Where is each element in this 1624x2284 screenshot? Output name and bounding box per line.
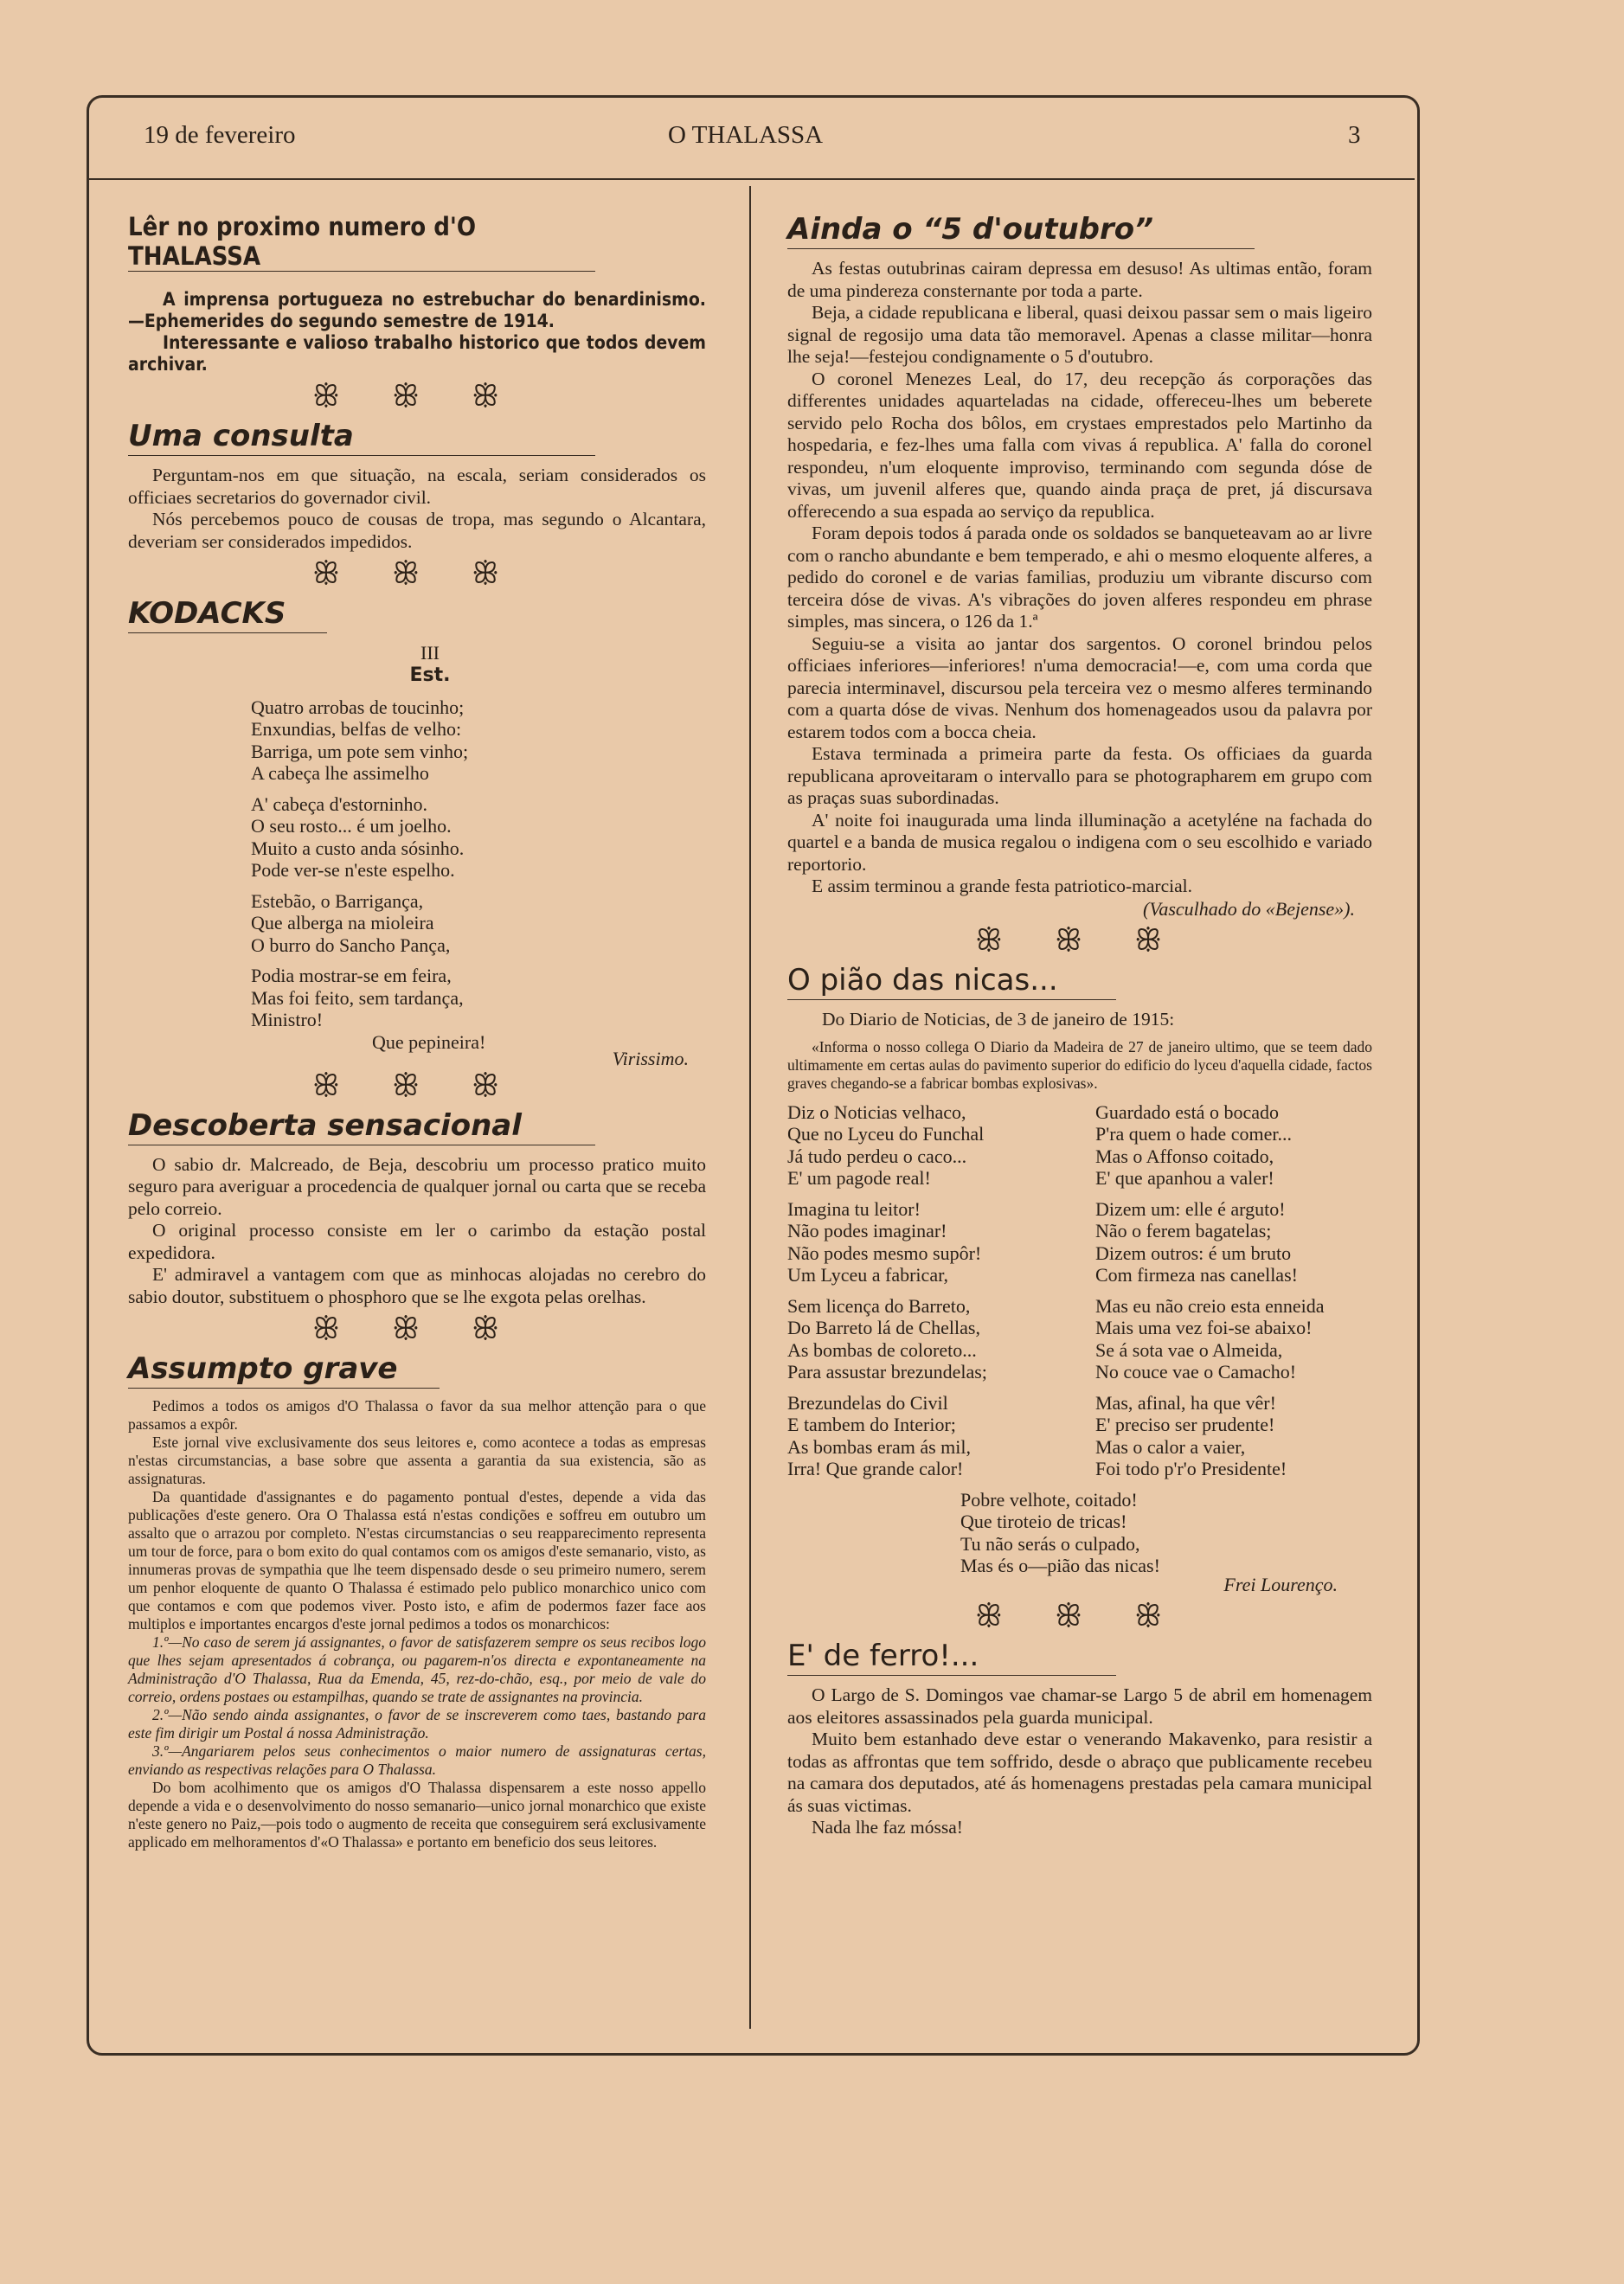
ferro-paragraph: Muito bem estanhado deve estar o venerando Makavenko, para resistir a todas as affrontas que tem soffrido, desde o abraço que publicamente recebeu na camara dos deputados, até ás homenagens prestadas pela camara municipal ás suas victimas. xyxy=(787,1729,1372,1816)
poem-line: Brezundelas do Civil xyxy=(787,1391,948,1414)
outubro-signature: (Vasculhado do «Bejense»). xyxy=(1143,897,1355,920)
section-title-outubro: Ainda o “5 d'outubro” xyxy=(787,212,1154,247)
outubro-paragraph: O coronel Menezes Leal, do 17, deu recepção ás corporações das differentes unidades aquarteladas na cidade, offereceu-lhes um beberete servido pelo Rocha dos bôlos, em crystaes emprestados pelo Martinho da hospedaria, e fez-lhes uma falla com vivas á republica. A' falla do coronel respondeu, n'um eloquente improviso, terminando com segunda dóse de vivas, um juvenil alferes que, quando ainda praça de pret, já discursava offerecendo a sua espada ao serviço da republica. xyxy=(787,368,1372,522)
poem-line: Guardado está o bocado xyxy=(1095,1100,1279,1123)
poem-line: Ministro! xyxy=(251,1009,324,1030)
poem-line: E' um pagode real! xyxy=(787,1167,931,1189)
poem-line: Não podes mesmo supôr! xyxy=(787,1241,982,1264)
section-rule xyxy=(128,455,595,456)
assumpto-paragraph: Pedimos a todos os amigos d'O Thalassa o favor da sua melhor attenção para o que passamos a expôr. xyxy=(128,1397,706,1433)
poem-line: Pobre velhote, coitado! xyxy=(960,1488,1138,1511)
assumpto-paragraph: Da quantidade d'assignantes e do pagamento pontual d'estes, depende a vida das publicações d'este genero. Ora O Thalassa está n'estas condições e soffreu em outubro um assalto que o arrazou por completo. N'estas circumstancias o seu reapparecimento representa um tour de force, para o bom exito do qual contamos com os amigos d'este semanario, visto, as innumeras provas de sympathia que lhe teem dispensado desde o seu primeiro numero, serem um penhor eloquente de quanto O Thalassa é estimado pelo publico monarchico unico com que contamos e com que podemos viver. Posto isto, e afim de podermos fazer face aos multiplos e importantes encargos d'este jornal pedimos a todos os monarchicos: xyxy=(128,1488,706,1633)
poem-stanza xyxy=(787,1198,1077,1286)
ornament-divider: ꕥ ꕥ ꕥ xyxy=(975,1601,1184,1633)
poem-line: Quatro arrobas de toucinho; xyxy=(251,696,465,718)
assumpto-paragraph: 3.º—Angariarem pelos seus conhecimentos o maior numero de assignaturas certas, enviando as respectivas relações para O Thalassa. xyxy=(128,1742,706,1778)
poem-line: E' que apanhou a valer! xyxy=(1095,1167,1274,1189)
poem-stanza xyxy=(251,696,706,785)
header-date: 19 de fevereiro xyxy=(144,121,296,149)
ornament-divider: ꕥ ꕥ ꕥ xyxy=(975,925,1184,957)
right-column xyxy=(787,212,1372,1839)
section-title-descoberta: Descoberta sensacional xyxy=(128,1107,522,1143)
left-column xyxy=(128,212,706,1851)
poem-line: Não podes imaginar! xyxy=(787,1220,947,1241)
descoberta-paragraph: O sabio dr. Malcreado, de Beja, descobriu um processo pratico muito seguro para averiguar a procedencia de qualquer jornal ou carta que se receba pelo correio. xyxy=(128,1153,706,1219)
section-rule xyxy=(787,248,1255,249)
consulta-paragraph: Perguntam-nos em que situação, na escala, seriam considerados os officiaes secretarios do governador civil. xyxy=(128,465,706,508)
section-title-consulta: Uma consulta xyxy=(128,419,354,453)
poem-stanza xyxy=(1095,1392,1372,1480)
poem-stanza xyxy=(787,1392,1077,1480)
poem-column-right xyxy=(1095,1101,1372,1489)
poem-line: E tambem do Interior; xyxy=(787,1414,956,1435)
piao-poem xyxy=(787,1101,1372,1489)
assumpto-paragraph: 1.º—No caso de serem já assignantes, o favor de satisfazerem sempre os seus recibos logo que lhes sejam apresentados á cobrança, ou pagarem-n'os directa e expontaneamente na Administração d'O Thalassa, Rua da Emenda, 45, rez-do-chão, esq., por meio de vale do correio, ordens postaes ou estampilhas, quando se trate de assignantes na provincia. xyxy=(128,1633,706,1705)
section-rule xyxy=(787,1675,1116,1676)
poem-line: A cabeça lhe assimelho xyxy=(251,762,429,784)
poem-line: Se á sota vae o Almeida, xyxy=(1095,1338,1283,1361)
poem-line: Que alberga na mioleira xyxy=(251,912,434,933)
poem-stanza xyxy=(251,965,706,1031)
poem-line: O seu rosto... é um joelho. xyxy=(251,815,452,837)
outubro-paragraph: As festas outubrinas cairam depressa em desuso! As ultimas então, foram de uma pindereza consternante por toda a parte. xyxy=(787,258,1372,301)
poem-line: Com firmeza nas canellas! xyxy=(1095,1264,1298,1286)
poem-line: Barriga, um pote sem vinho; xyxy=(251,740,469,762)
poem-line: Do Barreto lá de Chellas, xyxy=(787,1317,980,1338)
poem-line: Tu não serás o culpado, xyxy=(960,1532,1140,1555)
poem-line: Dizem um: elle é arguto! xyxy=(1095,1197,1286,1220)
poem-stanza xyxy=(1095,1101,1372,1190)
outubro-paragraph: Estava terminada a primeira parte da festa. Os officiaes da guarda republicana aproveitaram o intervallo para se photographarem em grupo com as praças suas subordinadas. xyxy=(787,743,1372,808)
ornament-divider: ꕥ ꕥ ꕥ xyxy=(312,1313,522,1345)
assumpto-paragraph: 2.º—Não sendo ainda assignantes, o favor de se inscreverem como taes, bastando para este fim dirigir um Postal á nossa Administração. xyxy=(128,1706,706,1742)
assumpto-paragraph: Este jornal vive exclusivamente dos seus leitores e, como acontece a todas as empresas n'estas circumstancias, a base sobre que assenta a garantia da sua existencia, são as assignaturas. xyxy=(128,1434,706,1487)
poem-line: Irra! Que grande calor! xyxy=(787,1458,964,1479)
poem-line: Mas és o—pião das nicas! xyxy=(960,1555,1160,1576)
poem-line: Dizem outros: é um bruto xyxy=(1095,1241,1292,1264)
section-rule xyxy=(128,1388,440,1389)
poem-line: Mas o calor a vaier, xyxy=(1095,1435,1246,1458)
poem-line: Estebão, o Barrigança, xyxy=(251,889,424,912)
poem-line: Enxundias, belfas de velho: xyxy=(251,718,462,740)
poem-line: Um Lyceu a fabricar, xyxy=(787,1264,949,1286)
poem-line: Mais uma vez foi-se abaixo! xyxy=(1095,1317,1313,1338)
poem-line: Diz o Noticias velhaco, xyxy=(787,1100,966,1123)
poem-line: No couce vae o Camacho! xyxy=(1095,1361,1297,1383)
outubro-paragraph: Seguiu-se a visita ao jantar dos sargentos. O coronel brindou pelos officiaes inferiores—inferiores! n'uma democracia!—e, com uma corda que parecia interminavel, discursou pela terceira vez o mesmo alferes terminando com a quarta dóse de vivas. Nenhum dos homenageados usou da palavra por estarem todos com a bocca cheia. xyxy=(787,632,1372,742)
ornament-divider: ꕥ ꕥ ꕥ xyxy=(312,1069,522,1102)
poem-line: Imagina tu leitor! xyxy=(787,1197,921,1220)
ferro-paragraph: O Largo de S. Domingos vae chamar-se Largo 5 de abril em homenagem aos eleitores assassinados pela guarda municipal. xyxy=(787,1684,1372,1728)
section-rule xyxy=(787,999,1116,1000)
kodacks-subtitle: Est. xyxy=(409,664,451,686)
poem-line: Que no Lyceu do Funchal xyxy=(787,1123,985,1145)
promo-text: A imprensa portugueza no estrebuchar do benardinismo.—Ephemerides do segundo semestre de 1914. xyxy=(128,289,706,331)
poem-line: O burro do Sancho Pança, xyxy=(251,933,451,956)
poem-line: Mas, afinal, ha que vêr! xyxy=(1095,1391,1276,1414)
piao-intro: Do Diario de Noticias, de 3 de janeiro de 1915: xyxy=(822,1009,1175,1030)
poem-line: Pode ver-se n'este espelho. xyxy=(251,859,455,881)
poem-line: Mas foi feito, sem tardança, xyxy=(251,986,464,1009)
descoberta-paragraph: O original processo consiste em ler o carimbo da estação postal expedidora. xyxy=(128,1220,706,1263)
poem-line: Que tiroteio de tricas! xyxy=(960,1511,1127,1532)
descoberta-paragraph: E' admiravel a vantagem com que as minhocas alojadas no cerebro do sabio doutor, substituem o phosphoro que se lhe exgota pelas orelhas. xyxy=(128,1264,706,1307)
poem-line: P'ra quem o hade comer... xyxy=(1095,1123,1292,1145)
poem-stanza xyxy=(251,793,706,882)
ornament-divider: ꕥ ꕥ ꕥ xyxy=(312,381,522,413)
header-rule xyxy=(87,178,1415,180)
poem-line: A' cabeça d'estorninho. xyxy=(251,792,428,815)
poem-stanza xyxy=(787,1295,1077,1383)
poem-stanza xyxy=(1095,1198,1372,1286)
section-title-piao: O pião das nicas... xyxy=(787,963,1058,998)
poem-stanza xyxy=(1095,1295,1372,1383)
poem-line: Não o ferem bagatelas; xyxy=(1095,1220,1272,1241)
outubro-paragraph: Beja, a cidade republicana e liberal, quasi deixou passar sem o mais ligeiro signal de regosijo uma data tão memoravel. Apenas a classe militar—honra lhe seja!—festejou condignamente o 5 d'outubro. xyxy=(787,302,1372,367)
poem-stanza xyxy=(787,1101,1077,1190)
poem-stanza xyxy=(251,890,706,957)
outubro-paragraph: A' noite foi inaugurada uma linda illuminação a acetyléne na fachada do quartel e a banda de musica regalou o indigena com o seu escolhido e variado reportorio. xyxy=(787,809,1372,875)
section-title-kodacks: KODACKS xyxy=(128,596,286,631)
poem-line: Para assustar brezundelas; xyxy=(787,1361,987,1383)
section-title-assumpto: Assumpto grave xyxy=(128,1351,398,1386)
promo-text-2: Interessante e valioso trabalho historico que todos devem archivar. xyxy=(128,332,706,375)
poem-line: E' preciso ser prudente! xyxy=(1095,1414,1275,1435)
poem-column-left xyxy=(787,1101,1077,1489)
ferro-paragraph: Nada lhe faz móssa! xyxy=(812,1817,963,1838)
poem-line: Muito a custo anda sósinho. xyxy=(251,837,465,859)
poem-kodacks xyxy=(128,696,706,1054)
piao-quote: «Informa o nosso collega O Diario da Madeira de 27 de janeiro ultimo, que se teem dado ultimamente em certas aulas do pavimento superior do edificio do lyceu d'aquella cidade, factos graves chegando-se a fabricar bombas explosivas». xyxy=(787,1037,1372,1092)
poem-line: As bombas de coloreto... xyxy=(787,1338,977,1361)
piao-signature: Frei Lourenço. xyxy=(1223,1573,1338,1595)
kodacks-number: III xyxy=(420,642,440,664)
outubro-paragraph: E assim terminou a grande festa patriotico-marcial. xyxy=(812,876,1192,896)
header-title: O THALASSA xyxy=(668,121,824,149)
poem-line: Mas eu não creio esta enneida xyxy=(1095,1294,1325,1317)
poem-line: Mas o Affonso coitado, xyxy=(1095,1145,1274,1167)
poem-line: As bombas eram ás mil, xyxy=(787,1435,972,1458)
poem-line: Já tudo perdeu o caco... xyxy=(787,1145,967,1167)
section-title-ferro: E' de ferro!... xyxy=(787,1639,979,1673)
header-page-number: 3 xyxy=(1348,121,1361,149)
assumpto-paragraph: Do bom acolhimento que os amigos d'O Thalassa dispensarem a este nosso appello depende a vida e o desenvolvimento do nosso semanario—unico jornal monarchico que existe n'este genero no Paiz,—pois todo o augmento de receita que conseguirem será exclusivamente applicado em melhoramentos d'«O Thalassa» e portanto em beneficio dos seus leitores. xyxy=(128,1779,706,1851)
poem-final-stanza xyxy=(787,1489,1372,1577)
poem-line: Foi todo p'r'o Presidente! xyxy=(1095,1458,1287,1479)
poem-line: Sem licença do Barreto, xyxy=(787,1294,971,1317)
ornament-divider: ꕥ ꕥ ꕥ xyxy=(312,558,522,590)
consulta-paragraph: Nós percebemos pouco de cousas de tropa, mas segundo o Alcantara, deveriam ser considerados impedidos. xyxy=(128,509,706,552)
outubro-paragraph: Foram depois todos á parada onde os soldados se banqueteavam ao ar livre com o rancho abundante e bem temperado, e ahi o mesmo eloquente alferes, a pedido do coronel e de varias familias, produziu um vibrante discurso com terceira dóse de vivas. A's vibrações do joven alferes respondeu em phrase simples, mas sincera, o 126 da 1.ª xyxy=(787,523,1372,632)
promo-title: Lêr no proximo numero d'O THALASSA xyxy=(128,212,706,272)
page-header xyxy=(138,121,1367,156)
poem-line: Podia mostrar-se em feira, xyxy=(251,965,452,986)
section-rule xyxy=(128,632,327,633)
poem-line: Que pepineira! xyxy=(372,1030,486,1053)
poem-signature: Virissimo. xyxy=(612,1048,689,1069)
column-divider xyxy=(749,186,751,2029)
